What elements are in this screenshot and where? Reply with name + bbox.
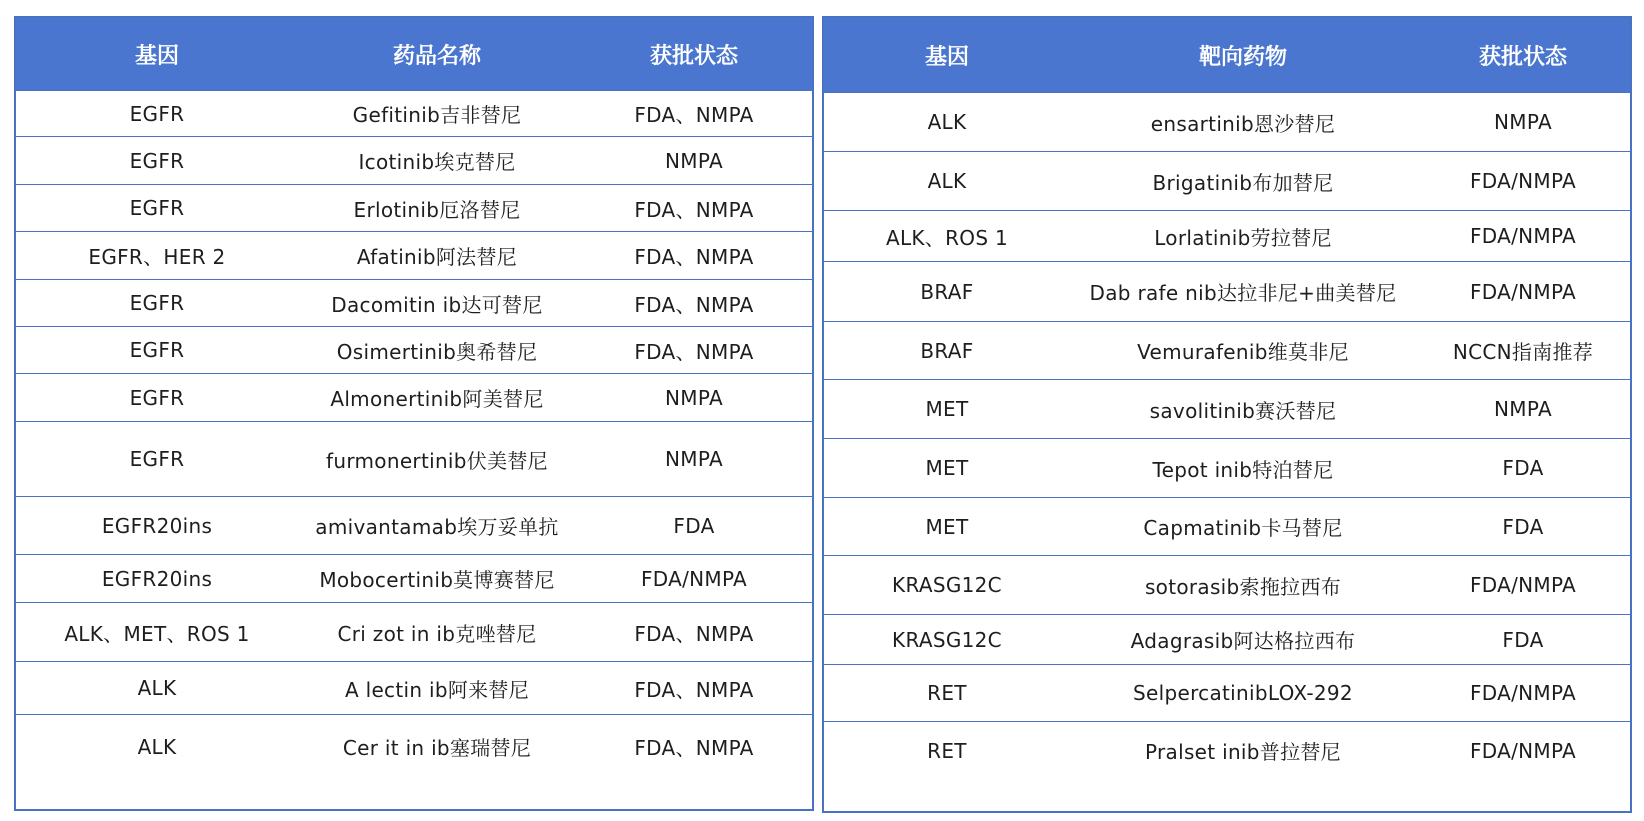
cell-status: FDA、NMPA [634,736,754,760]
cell-gene: EGFR [129,101,185,126]
cell-gene: MET [925,514,969,539]
cell-drug: Cri zot in ib克唑替尼 [337,621,537,646]
table-row [16,136,812,184]
cell-drug: Icotinib埃克替尼 [358,150,516,174]
cell-status: FDA、NMPA [634,103,754,127]
cell-gene: EGFR [129,338,185,362]
cell-status: FDA、NMPA [634,197,754,222]
cell-gene: KRASG12C [892,627,1002,652]
table-row [16,714,812,778]
cell-gene: EGFR [129,385,185,410]
left-drug-table [14,16,814,811]
cell-gene: EGFR [129,447,185,471]
table-row [824,321,1630,379]
table-row [824,497,1630,555]
cell-status: FDA/NMPA [1469,573,1577,597]
table-row [16,421,812,496]
cell-gene: ALK、MET、ROS 1 [64,621,250,646]
table-row [16,554,812,602]
cell-status: FDA/NMPA [1469,738,1577,763]
table-row [16,231,812,279]
header-approval-status: 获批状态 [1478,44,1567,70]
cell-gene: RET [927,681,967,705]
cell-gene: MET [925,456,969,480]
cell-drug: Vemurafenib维莫非尼 [1137,340,1349,364]
cell-drug: amivantamab埃万妥单抗 [315,515,559,539]
cell-status: NCCN指南推荐 [1452,340,1594,364]
table-row [16,373,812,421]
cell-drug: Capmatinib卡马替尼 [1143,516,1343,540]
cell-gene: ALK [927,169,967,193]
cell-gene: EGFR、HER 2 [88,245,226,269]
table-row [16,496,812,554]
cell-status: FDA [1502,627,1544,652]
cell-drug: Adagrasib阿达格拉西布 [1130,629,1356,653]
cell-drug: Pralset inib普拉替尼 [1145,740,1341,764]
table-row [824,555,1630,614]
header-gene: 基因 [134,43,179,69]
table-row [824,664,1630,721]
cell-status: NMPA [665,447,723,471]
cell-drug: Mobocertinib莫博赛替尼 [319,568,555,592]
cell-status: FDA/NMPA [640,566,748,591]
cell-drug: Dab rafe nib达拉非尼+曲美替尼 [1089,281,1397,305]
cell-drug: Cer it in ib塞瑞替尼 [342,736,532,760]
cell-status: NMPA [1494,110,1552,134]
cell-status: NMPA [1494,397,1552,421]
header-targeted-drug: 靶向药物 [1198,44,1287,70]
cell-drug: Brigatinib布加替尼 [1152,170,1334,195]
cell-gene: KRASG12C [892,573,1002,597]
table-row [824,210,1630,261]
cell-drug: Osimertinib奥希替尼 [336,339,538,364]
cell-gene: ALK [137,734,177,759]
cell-gene: ALK [137,676,177,700]
cell-gene: RET [927,738,967,763]
right-drug-table [822,16,1632,813]
table-row [824,151,1630,210]
cell-gene: ALK [927,110,967,134]
table-row [16,326,812,373]
table-row [824,438,1630,497]
cell-status: FDA/NMPA [1469,681,1577,705]
table-header [824,18,1630,92]
table-row [16,90,812,136]
cell-status: FDA/NMPA [1469,169,1577,193]
cell-gene: EGFR [129,291,185,315]
table-row [16,602,812,661]
cell-drug: Dacomitin ib达可替尼 [331,292,543,317]
cell-status: FDA/NMPA [1469,279,1577,304]
table-row [824,721,1630,779]
cell-drug: Gefitinib吉非替尼 [352,103,522,127]
cell-status: FDA [673,513,715,538]
cell-drug: sotorasib索拖拉西布 [1144,574,1342,599]
cell-drug: Erlotinib厄洛替尼 [353,197,521,222]
cell-status: FDA/NMPA [1469,224,1577,248]
cell-gene: EGFR [129,148,185,173]
header-drug-name: 药品名称 [392,43,481,69]
cell-gene: MET [925,397,969,421]
table-row [16,279,812,326]
cell-status: FDA [1502,514,1544,539]
cell-status: NMPA [665,385,723,410]
table-row [824,614,1630,664]
cell-status: FDA [1502,456,1544,480]
cell-gene: BRAF [920,279,974,304]
cell-gene: EGFR [129,196,185,220]
cell-drug: savolitinib赛沃替尼 [1149,398,1337,423]
table-row [824,92,1630,151]
cell-drug: furmonertinib伏美替尼 [326,448,548,473]
cell-status: FDA、NMPA [634,292,754,317]
cell-drug: Tepot inib特泊替尼 [1152,457,1334,482]
cell-drug: Lorlatinib劳拉替尼 [1154,225,1332,250]
cell-gene: EGFR20ins [101,513,213,538]
cell-gene: BRAF [920,338,974,363]
cell-gene: ALK、ROS 1 [885,225,1009,250]
table-row [824,379,1630,438]
table-row [824,261,1630,321]
table-header [16,18,812,90]
cell-gene: EGFR20ins [101,566,213,591]
cell-drug: A lectin ib阿来替尼 [344,677,530,702]
cell-status: FDA、NMPA [634,621,754,646]
cell-drug: Almonertinib阿美替尼 [330,387,544,411]
table-row [16,661,812,714]
table-row [16,184,812,231]
cell-status: FDA、NMPA [634,245,754,269]
header-gene: 基因 [924,44,969,70]
cell-status: FDA、NMPA [634,677,754,702]
cell-drug: SelpercatinibLOX-292 [1133,681,1353,705]
cell-drug: Afatinib阿法替尼 [356,245,518,269]
cell-status: FDA、NMPA [634,339,754,364]
cell-drug: ensartinib恩沙替尼 [1150,111,1336,136]
cell-status: NMPA [665,148,723,173]
header-approval-status: 获批状态 [649,43,738,69]
